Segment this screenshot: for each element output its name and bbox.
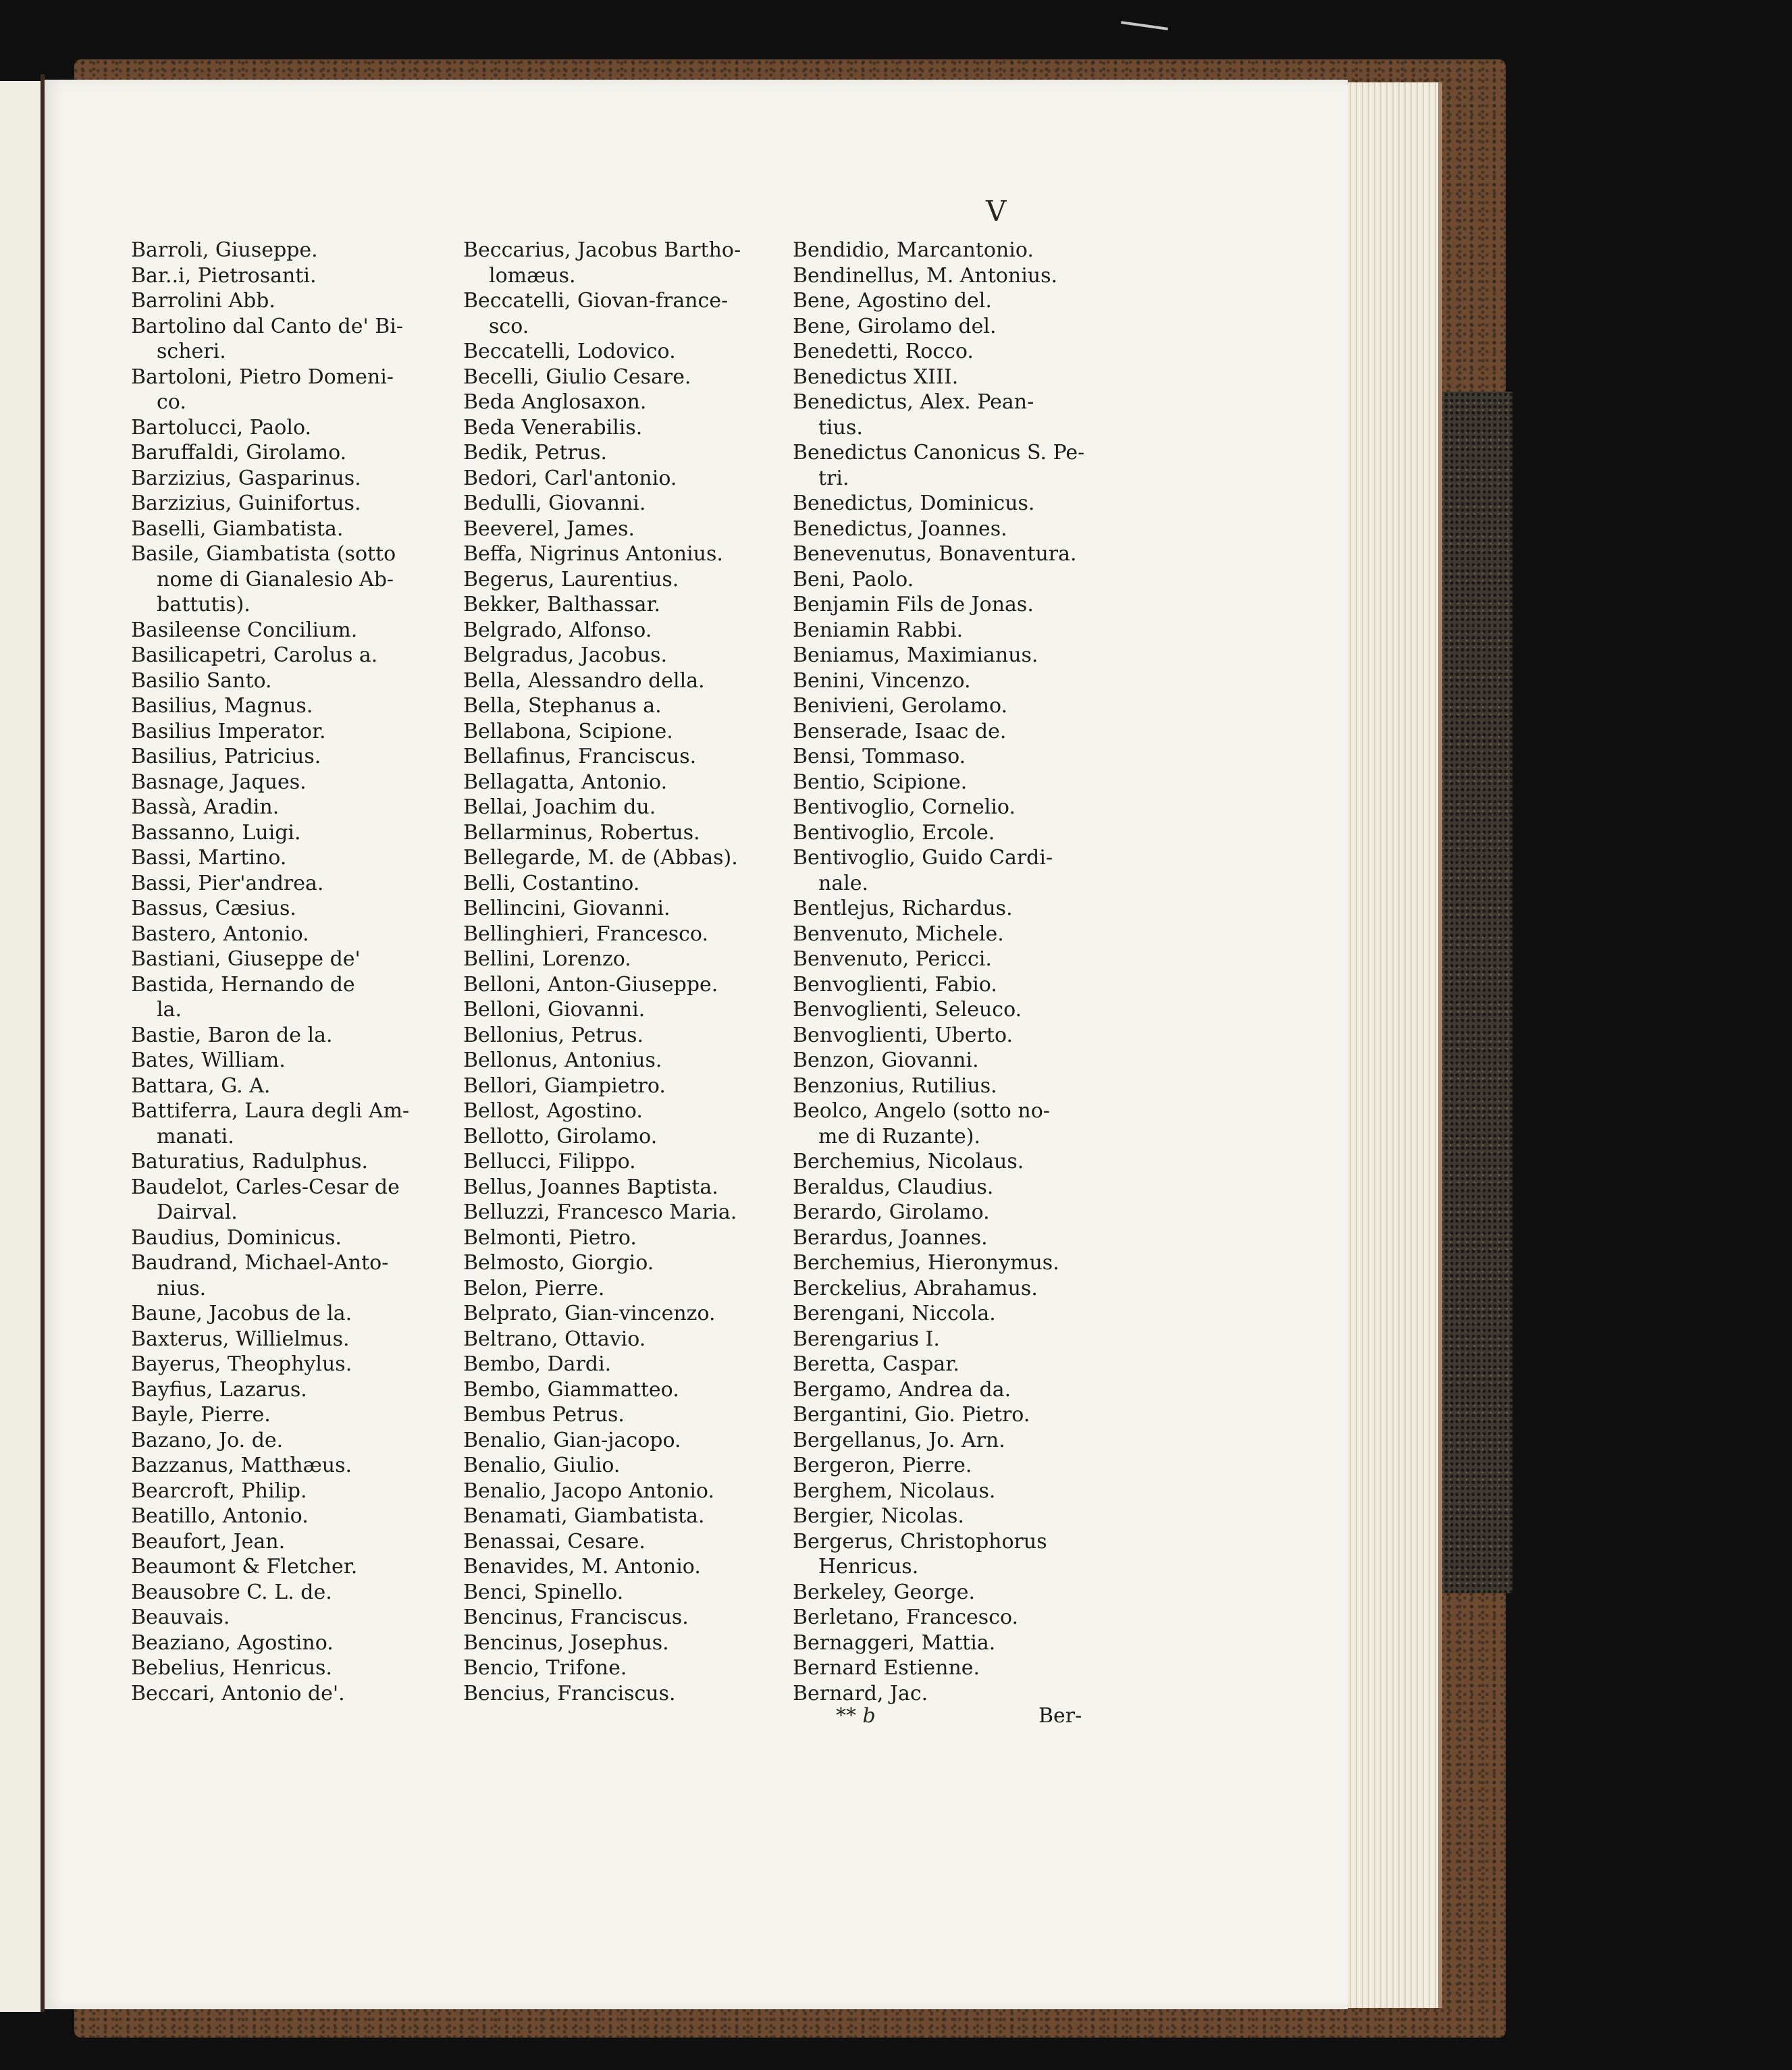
index-entry: Bayle, Pierre. xyxy=(131,1403,271,1427)
index-entry: Bellabona, Scipione. xyxy=(463,719,673,743)
index-entry: Bastero, Antonio. xyxy=(131,922,309,946)
index-entry: Benedictus Canonicus S. Pe- xyxy=(793,441,1085,465)
index-entry: Benini, Vincenzo. xyxy=(793,668,971,693)
index-entry: Bassi, Pier'andrea. xyxy=(131,871,324,895)
index-entry: Barroli, Giuseppe. xyxy=(131,238,318,262)
index-entry: Basilicapetri, Carolus a. xyxy=(131,643,378,667)
index-entry: Bentlejus, Richardus. xyxy=(793,897,1013,920)
index-entry: Beniamin Rabbi. xyxy=(793,618,964,642)
index-entry: Basile, Giambatista (sotto xyxy=(131,542,396,566)
index-entry: Baturatius, Radulphus. xyxy=(131,1150,369,1173)
index-entry: Beraldus, Claudius. xyxy=(793,1175,994,1199)
index-entry: Bassanno, Luigi. xyxy=(131,820,301,845)
index-entry: Benamati, Giambatista. xyxy=(463,1504,705,1528)
index-entry: Basileense Concilium. xyxy=(131,618,358,642)
index-entry: Bellucci, Filippo. xyxy=(463,1150,636,1173)
index-entry: Belgradus, Jacobus. xyxy=(463,643,668,667)
index-entry: Bentivoglio, Ercole. xyxy=(793,820,995,845)
index-entry: Bella, Alessandro della. xyxy=(463,668,705,693)
index-entry: Bedik, Petrus. xyxy=(463,441,608,465)
index-entry: Bergellanus, Jo. Arn. xyxy=(793,1428,1005,1452)
index-entry: Baudrand, Michael-Anto- xyxy=(131,1251,389,1275)
index-entry: Benassai, Cesare. xyxy=(463,1529,645,1554)
index-entry: Belprato, Gian-vincenzo. xyxy=(463,1302,716,1325)
index-entry: Benvoglienti, Seleuco. xyxy=(793,998,1022,1021)
index-entry: Bencinus, Josephus. xyxy=(463,1630,669,1655)
index-entry: Berardo, Girolamo. xyxy=(793,1200,990,1224)
index-entry: Bekker, Balthassar. xyxy=(463,593,661,616)
index-entry: Belluzzi, Francesco Maria. xyxy=(463,1200,737,1224)
index-entry-continuation: sco. xyxy=(489,314,529,338)
index-entry: Bellonus, Antonius. xyxy=(463,1049,662,1072)
index-entry: Bartolucci, Paolo. xyxy=(131,415,312,440)
catchword: Ber- xyxy=(1038,1704,1082,1728)
index-entry: Benvoglienti, Uberto. xyxy=(793,1023,1013,1047)
index-entry: Bassà, Aradin. xyxy=(131,795,280,819)
index-entry: Baruffaldi, Girolamo. xyxy=(131,441,347,465)
index-entry: Benavides, M. Antonio. xyxy=(463,1555,701,1578)
index-entry: Bensi, Tommaso. xyxy=(793,745,966,768)
index-entry: Benci, Spinello. xyxy=(463,1580,624,1604)
index-entry-continuation: la. xyxy=(157,998,182,1021)
index-entry: Berletano, Francesco. xyxy=(793,1605,1019,1629)
index-entry-continuation: co. xyxy=(157,390,186,414)
index-column-2 xyxy=(463,238,781,1706)
index-entry-continuation: me di Ruzante). xyxy=(818,1124,981,1148)
index-entry: Benedictus, Alex. Pean- xyxy=(793,390,1034,414)
index-entry: Bazzanus, Matthæus. xyxy=(131,1454,352,1477)
index-entry: Benalio, Gian-jacopo. xyxy=(463,1428,681,1452)
index-entry: Bearcroft, Philip. xyxy=(131,1479,307,1503)
index-entry: Bendinellus, M. Antonius. xyxy=(793,263,1058,288)
marbled-cover-edge xyxy=(1438,392,1512,1593)
index-entry: Bayerus, Theophylus. xyxy=(131,1352,352,1376)
index-entry: Berckelius, Abrahamus. xyxy=(793,1276,1038,1300)
index-entry: Bergeron, Pierre. xyxy=(793,1454,972,1477)
index-entry: Basnage, Jaques. xyxy=(131,770,307,794)
index-entry: Benzon, Giovanni. xyxy=(793,1049,979,1072)
index-entry: Bembo, Giammatteo. xyxy=(463,1377,679,1402)
index-entry: Bergamo, Andrea da. xyxy=(793,1377,1011,1402)
index-entry: Beltrano, Ottavio. xyxy=(463,1327,646,1351)
index-entry-continuation: nius. xyxy=(157,1276,207,1300)
index-entry: Barrolini Abb. xyxy=(131,289,275,313)
index-entry: Benvoglienti, Fabio. xyxy=(793,972,997,997)
index-entry: Belli, Costantino. xyxy=(463,871,640,895)
index-entry: Bastida, Hernando de xyxy=(131,972,355,997)
index-entry: Bellagatta, Antonio. xyxy=(463,770,668,794)
index-entry: Berkeley, George. xyxy=(793,1580,976,1604)
index-entry: Berengarius I. xyxy=(793,1327,940,1351)
index-entry: Baselli, Giambatista. xyxy=(131,516,344,541)
index-entry: Baune, Jacobus de la. xyxy=(131,1302,352,1325)
index-entry: Basilius Imperator. xyxy=(131,719,326,743)
index-entry: Benalio, Jacopo Antonio. xyxy=(463,1479,714,1503)
index-entry: Beccatelli, Giovan-france- xyxy=(463,289,729,313)
index-column-1 xyxy=(131,238,442,1706)
index-entry: Bene, Girolamo del. xyxy=(793,314,997,338)
index-entry: Bayfius, Lazarus. xyxy=(131,1377,307,1402)
index-entry: Beeverel, James. xyxy=(463,516,635,541)
index-entry-continuation: lomæus. xyxy=(489,263,576,288)
index-entry-continuation: Henricus. xyxy=(818,1555,919,1578)
index-entry: Bentivoglio, Guido Cardi- xyxy=(793,846,1053,870)
index-entry: Benedetti, Rocco. xyxy=(793,340,974,363)
facing-page-edge xyxy=(0,81,41,2012)
index-entry: Benalio, Giulio. xyxy=(463,1454,621,1477)
index-entry: Bassus, Cæsius. xyxy=(131,897,296,920)
index-entry: Bellincini, Giovanni. xyxy=(463,897,670,920)
index-entry: Benevenutus, Bonaventura. xyxy=(793,542,1077,566)
index-entry: Bencio, Trifone. xyxy=(463,1656,627,1680)
index-entry-continuation: nale. xyxy=(818,871,869,895)
index-entry: Bencinus, Franciscus. xyxy=(463,1605,689,1629)
index-entry: Bentio, Scipione. xyxy=(793,770,968,794)
index-entry: Belloni, Giovanni. xyxy=(463,998,645,1021)
index-entry: Bedulli, Giovanni. xyxy=(463,492,646,515)
index-entry: Beda Venerabilis. xyxy=(463,415,643,440)
index-entry: Berghem, Nicolaus. xyxy=(793,1479,996,1503)
index-entry: Baxterus, Willielmus. xyxy=(131,1327,350,1351)
index-entry: Bartoloni, Pietro Domeni- xyxy=(131,365,394,389)
index-entry: Battiferra, Laura degli Am- xyxy=(131,1099,410,1123)
index-entry-continuation: tius. xyxy=(818,415,863,440)
index-entry: Benzonius, Rutilius. xyxy=(793,1073,997,1098)
index-entry: Beccari, Antonio de'. xyxy=(131,1681,345,1705)
index-entry: Bastiani, Giuseppe de' xyxy=(131,947,361,971)
index-entry: Bellai, Joachim du. xyxy=(463,795,656,819)
index-entry: Beatillo, Antonio. xyxy=(131,1504,309,1528)
signature-mark: ** b xyxy=(836,1704,876,1728)
index-entry: Bebelius, Henricus. xyxy=(131,1656,332,1680)
index-entry: Battara, G. A. xyxy=(131,1073,271,1098)
index-entry: Bar..i, Pietrosanti. xyxy=(131,263,317,288)
index-entry: Berardus, Joannes. xyxy=(793,1225,988,1250)
index-entry: Bergantini, Gio. Pietro. xyxy=(793,1403,1030,1427)
index-entry: Beolco, Angelo (sotto no- xyxy=(793,1099,1050,1123)
index-entry: Bellost, Agostino. xyxy=(463,1099,643,1123)
index-entry: Benjamin Fils de Jonas. xyxy=(793,593,1034,616)
index-entry: Benserade, Isaac de. xyxy=(793,719,1007,743)
index-entry: Bella, Stephanus a. xyxy=(463,694,662,718)
index-entry-continuation: Dairval. xyxy=(157,1200,238,1224)
index-entry: Bembus Petrus. xyxy=(463,1403,625,1427)
index-entry: Bellonius, Petrus. xyxy=(463,1023,643,1047)
index-entry: Belon, Pierre. xyxy=(463,1276,605,1300)
index-entry: Beffa, Nigrinus Antonius. xyxy=(463,542,723,566)
index-entry: Berchemius, Hieronymus. xyxy=(793,1251,1059,1275)
index-entry: Bergerus, Christophorus xyxy=(793,1529,1047,1554)
index-entry: Bendidio, Marcantonio. xyxy=(793,238,1034,262)
index-entry: Becelli, Giulio Cesare. xyxy=(463,365,691,389)
index-entry: Beausobre C. L. de. xyxy=(131,1580,332,1604)
page-folio: V xyxy=(986,194,1008,228)
index-entry: Beni, Paolo. xyxy=(793,567,914,591)
index-entry: Bellegarde, M. de (Abbas). xyxy=(463,846,738,870)
index-entry: Bartolino dal Canto de' Bi- xyxy=(131,314,404,338)
index-entry: Beretta, Caspar. xyxy=(793,1352,959,1376)
index-entry: Barzizius, Gasparinus. xyxy=(131,466,361,490)
index-entry: Bellarminus, Robertus. xyxy=(463,820,700,845)
index-entry: Beauvais. xyxy=(131,1605,230,1629)
index-entry: Benvenuto, Pericci. xyxy=(793,947,992,971)
page-block-edges xyxy=(1348,82,1442,2008)
index-entry: Bembo, Dardi. xyxy=(463,1352,612,1376)
index-entry: Beaziano, Agostino. xyxy=(131,1630,334,1655)
index-entry: Belloni, Anton-Giuseppe. xyxy=(463,972,718,997)
index-entry-continuation: nome di Gianalesio Ab- xyxy=(157,567,394,591)
index-entry-continuation: tri. xyxy=(818,466,849,490)
index-entry: Beccatelli, Lodovico. xyxy=(463,340,676,363)
index-entry: Beaumont & Fletcher. xyxy=(131,1555,358,1578)
index-entry: Bentivoglio, Cornelio. xyxy=(793,795,1016,819)
index-entry: Bellori, Giampietro. xyxy=(463,1073,666,1098)
index-entry: Bates, William. xyxy=(131,1049,286,1072)
index-entry: Bellotto, Girolamo. xyxy=(463,1124,658,1148)
index-column-3 xyxy=(793,238,1110,1706)
index-entry: Benedictus, Dominicus. xyxy=(793,492,1035,515)
index-entry: Benedictus, Joannes. xyxy=(793,516,1007,541)
index-entry-continuation: manati. xyxy=(157,1124,234,1148)
index-entry: Bastie, Baron de la. xyxy=(131,1023,333,1047)
index-entry: Bernaggeri, Mattia. xyxy=(793,1630,996,1655)
index-entry: Basilio Santo. xyxy=(131,668,272,693)
index-entry: Belmosto, Giorgio. xyxy=(463,1251,654,1275)
index-entry: Benedictus XIII. xyxy=(793,365,959,389)
index-entry: Berengani, Niccola. xyxy=(793,1302,996,1325)
index-entry: Bassi, Martino. xyxy=(131,846,287,870)
index-entry: Basilius, Magnus. xyxy=(131,694,313,718)
index-entry: Bene, Agostino del. xyxy=(793,289,992,313)
index-entry: Bellus, Joannes Baptista. xyxy=(463,1175,718,1199)
index-entry: Beaufort, Jean. xyxy=(131,1529,286,1554)
index-entry-continuation: battutis). xyxy=(157,593,251,616)
index-entry: Benivieni, Gerolamo. xyxy=(793,694,1008,718)
index-entry: Belmonti, Pietro. xyxy=(463,1225,637,1250)
index-entry-continuation: scheri. xyxy=(157,340,226,363)
index-entry: Bergier, Nicolas. xyxy=(793,1504,964,1528)
index-entry: Beccarius, Jacobus Bartho- xyxy=(463,238,741,262)
index-entry: Beda Anglosaxon. xyxy=(463,390,647,414)
index-entry: Beniamus, Maximianus. xyxy=(793,643,1038,667)
index-entry: Barzizius, Guinifortus. xyxy=(131,492,361,515)
index-entry: Baudius, Dominicus. xyxy=(131,1225,342,1250)
index-entry: Baudelot, Carles-Cesar de xyxy=(131,1175,400,1199)
index-entry: Berchemius, Nicolaus. xyxy=(793,1150,1024,1173)
index-entry: Bencius, Franciscus. xyxy=(463,1681,676,1705)
index-entry: Bellini, Lorenzo. xyxy=(463,947,631,971)
index-entry: Bellafinus, Franciscus. xyxy=(463,745,697,768)
index-entry: Benvenuto, Michele. xyxy=(793,922,1004,946)
index-entry: Bernard, Jac. xyxy=(793,1681,928,1705)
index-entry: Bernard Estienne. xyxy=(793,1656,980,1680)
bookmark-slip xyxy=(1121,21,1168,30)
index-entry: Bedori, Carl'antonio. xyxy=(463,466,677,490)
index-entry: Begerus, Laurentius. xyxy=(463,567,679,591)
index-entry: Basilius, Patricius. xyxy=(131,745,321,768)
index-entry: Belgrado, Alfonso. xyxy=(463,618,652,642)
index-entry: Bazano, Jo. de. xyxy=(131,1428,284,1452)
index-entry: Bellinghieri, Francesco. xyxy=(463,922,708,946)
